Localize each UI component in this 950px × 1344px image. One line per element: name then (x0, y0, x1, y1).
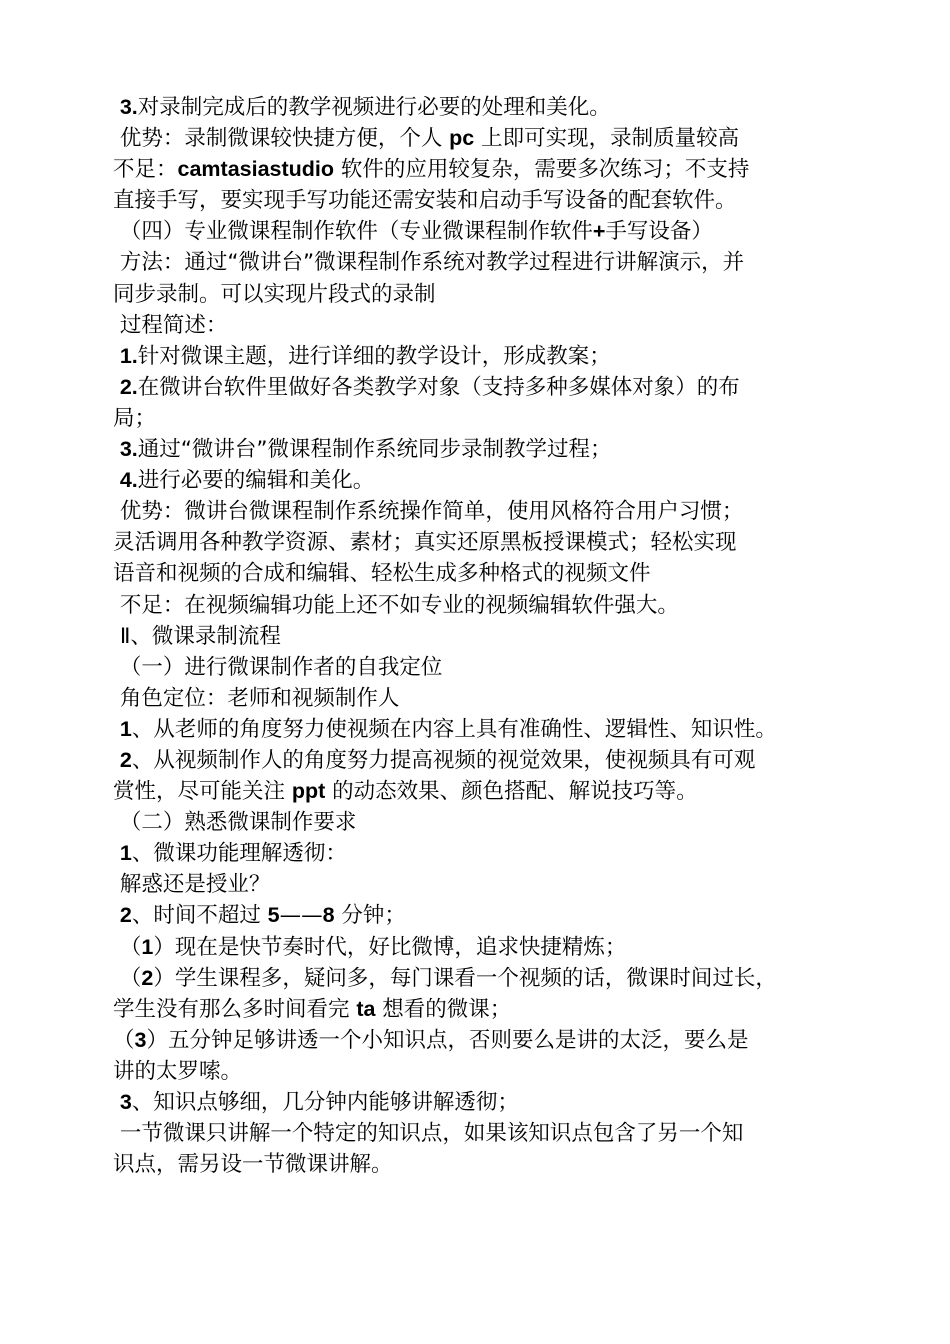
text-line: 优势：微讲台微课程制作系统操作简单，使用风格符合用户习惯； (113, 499, 744, 525)
text-line: 解惑还是授业？ (113, 872, 271, 898)
text-line: Ⅱ、微课录制流程 (113, 623, 281, 649)
text-line: 1.针对微课主题，进行详细的教学设计，形成教案； (119, 343, 611, 369)
text-line: 4.进行必要的编辑和美化。 (119, 468, 375, 494)
text-line: 不足：camtasiastudio 软件的应用较复杂，需要多次练习；不支持 (113, 157, 750, 183)
text-line: 局； (113, 405, 157, 431)
text-line: （四）专业微课程制作软件（专业微课程制作软件+手写设备） (113, 219, 713, 245)
text-line: 讲的太罗嗦。 (113, 1058, 243, 1084)
text-line: 角色定位：老师和视频制作人 (113, 685, 400, 711)
text-line: 1、从老师的角度努力使视频在内容上具有准确性、逻辑性、知识性。 (119, 716, 777, 742)
text-line: 灵活调用各种教学资源、素材；真实还原黑板授课模式；轻松实现 (113, 530, 737, 556)
text-line: （二）熟悉微课制作要求 (113, 810, 357, 836)
text-line: 识点，需另设一节微课讲解。 (113, 1152, 393, 1178)
text-line: 3、知识点够细，几分钟内能够讲解透彻； (119, 1090, 519, 1115)
text-line: 过程简述： (113, 312, 228, 338)
text-line: 2、从视频制作人的角度努力提高视频的视觉效果，使视频具有可观 (119, 747, 756, 773)
text-line: 1、微课功能理解透彻： (119, 841, 347, 867)
text-line: 优势：录制微课较快捷方便，个人 pc 上即可实现，录制质量较高 (113, 126, 740, 152)
text-line: 2.在微讲台软件里做好各类教学对象（支持多种多媒体对象）的布 (119, 374, 740, 400)
text-line: 3.对录制完成后的教学视频进行必要的处理和美化。 (119, 95, 611, 120)
text-line: 方法：通过“微讲台”微课程制作系统对教学过程进行讲解演示，并 (113, 250, 745, 276)
text-line: 3.通过“微讲台”微课程制作系统同步录制教学过程； (119, 437, 612, 463)
text-line: 赏性，尽可能关注 ppt 的动态效果、颜色搭配、解说技巧等。 (113, 779, 698, 805)
text-line: 同步录制。可以实现片段式的录制 (113, 281, 436, 307)
text-line: （1）现在是快节奏时代，好比微博，追求快捷精炼； (113, 934, 627, 960)
text-line: 学生没有那么多时间看完 ta 想看的微课； (113, 996, 512, 1022)
text-line: 直接手写，要实现手写功能还需安装和启动手写设备的配套软件。 (113, 188, 737, 214)
text-line: （一）进行微课制作者的自我定位 (113, 654, 443, 680)
text-line: （2）学生课程多，疑问多，每门课看一个视频的话，微课时间过长， (113, 965, 777, 991)
text-line: 一节微课只讲解一个特定的知识点，如果该知识点包含了另一个知 (113, 1121, 744, 1147)
text-line: 2、时间不超过 5——8 分钟； (119, 903, 406, 929)
text-line: 语音和视频的合成和编辑、轻松生成多种格式的视频文件 (113, 561, 651, 587)
text-line: 不足：在视频编辑功能上还不如专业的视频编辑软件强大。 (113, 592, 679, 618)
text-line: （3）五分钟足够讲透一个小知识点，否则要么是讲的太泛，要么是 (113, 1027, 749, 1053)
